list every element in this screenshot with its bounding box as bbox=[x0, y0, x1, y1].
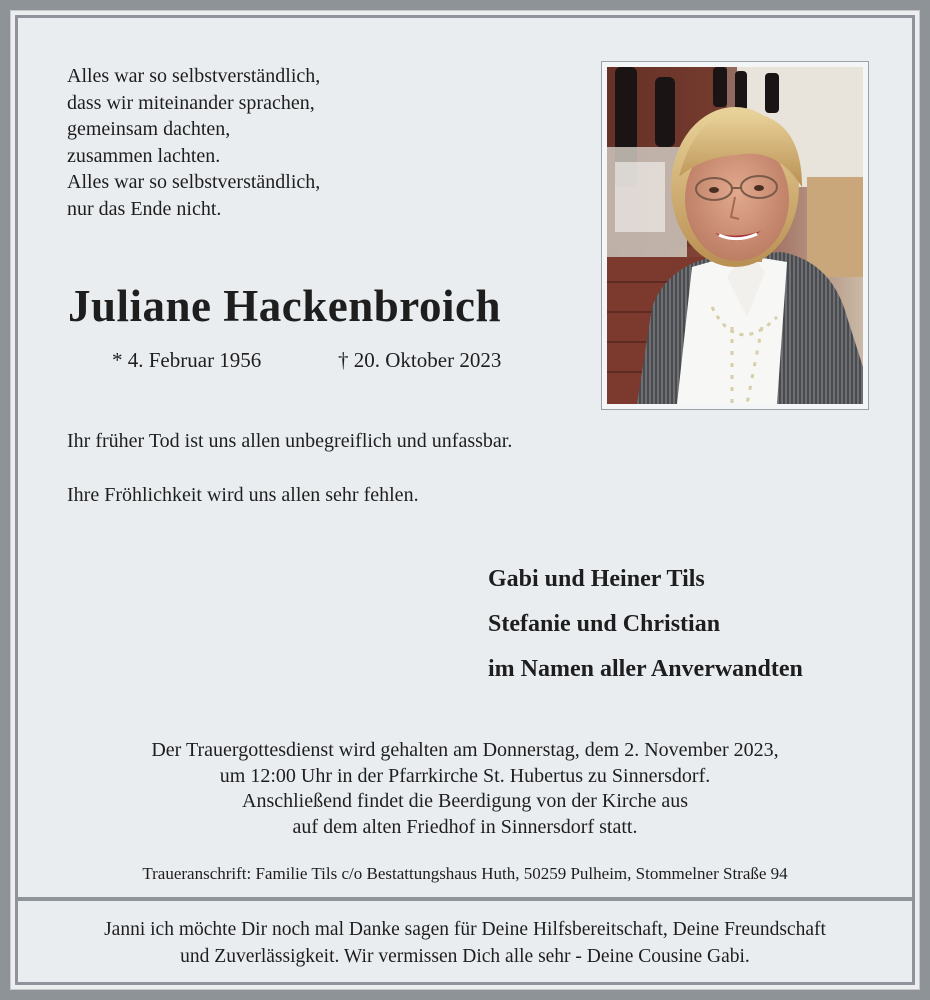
service-line: Anschließend findet die Beerdigung von der Kirche aus bbox=[242, 790, 688, 812]
portrait-image bbox=[607, 67, 863, 404]
personal-note-line: Janni ich möchte Dir noch mal Danke sagen für Deine Hilfsbereitschaft, Deine Freundschaft bbox=[104, 919, 826, 940]
service-line: Der Trauergottesdienst wird gehalten am Donnerstag, dem 2. November 2023, bbox=[151, 739, 779, 761]
service-line: auf dem alten Friedhof in Sinnersdorf statt. bbox=[292, 815, 638, 838]
death-date: † 20. Oktober 2023 bbox=[338, 348, 502, 372]
poem-line: Alles war so selbstverständlich, bbox=[67, 171, 321, 193]
poem-line: zusammen lachten. bbox=[67, 144, 221, 167]
signature-line: im Namen aller Anverwandten bbox=[488, 656, 803, 682]
message-line: Ihre Fröhlichkeit wird uns allen sehr fehlen. bbox=[67, 484, 419, 506]
poem-line: dass wir miteinander sprachen, bbox=[67, 91, 315, 114]
poem-line: gemeinsam dachten, bbox=[67, 118, 231, 140]
signature-line: Stefanie und Christian bbox=[488, 611, 721, 637]
message-line: Ihr früher Tod ist uns allen unbegreiflich und unfassbar. bbox=[67, 430, 513, 452]
service-info bbox=[20, 738, 910, 840]
service-line: um 12:00 Uhr in der Pfarrkirche St. Hubertus zu Sinnersdorf. bbox=[219, 764, 711, 787]
birth-date: * 4. Februar 1956 bbox=[112, 348, 262, 372]
mourning-address: Traueranschrift: Familie Tils c/o Bestattungshaus Huth, 50259 Pulheim, Stommelner Straße 94 bbox=[142, 864, 788, 883]
deceased-name: Juliane Hackenbroich bbox=[68, 281, 501, 331]
signature-line: Gabi und Heiner Tils bbox=[488, 566, 705, 592]
poem-line: nur das Ende nicht. bbox=[67, 197, 222, 220]
personal-note bbox=[20, 916, 910, 970]
personal-note-line: und Zuverlässigkeit. Wir vermissen Dich alle sehr - Deine Cousine Gabi. bbox=[180, 946, 750, 967]
poem bbox=[67, 63, 320, 222]
poem-line: Alles war so selbstverständlich, bbox=[67, 65, 321, 87]
section-divider bbox=[15, 897, 915, 901]
portrait-photo bbox=[601, 61, 869, 410]
